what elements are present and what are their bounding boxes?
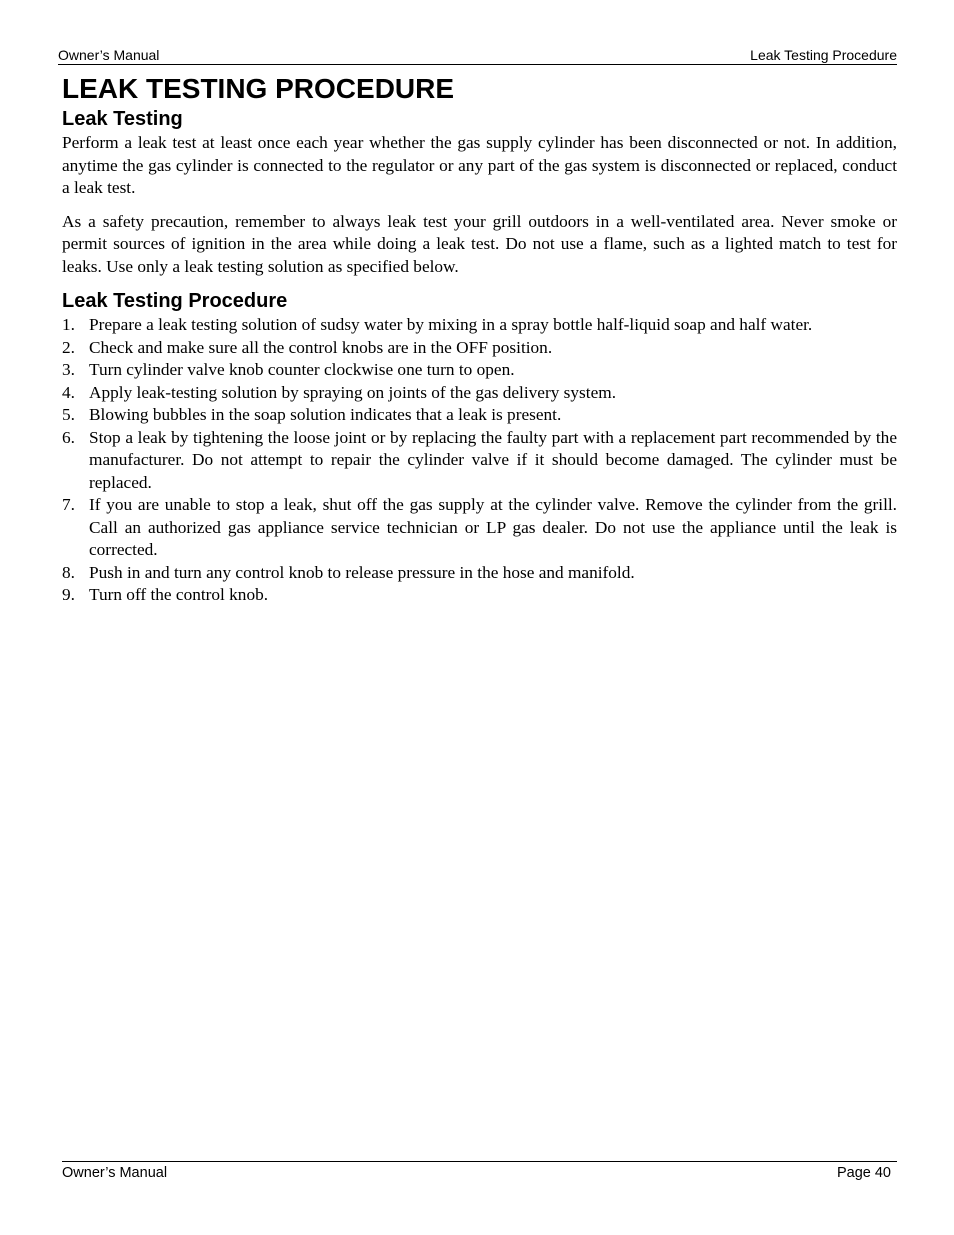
step-text: Prepare a leak testing solution of sudsy water by mixing in a spray bottle half-liquid soap and half water.	[89, 315, 813, 334]
procedure-steps-list	[62, 314, 897, 607]
step-number: 3.	[62, 360, 75, 379]
section-heading-leak-testing: Leak Testing	[62, 108, 183, 130]
step-number: 5.	[62, 405, 75, 424]
section-heading-procedure: Leak Testing Procedure	[62, 290, 288, 312]
header-manual-title: Owner’s Manual	[58, 47, 160, 63]
page-header	[58, 47, 897, 65]
step-text: Turn off the control knob.	[89, 585, 269, 604]
list-item	[62, 494, 897, 562]
step-text: Stop a leak by tightening the loose joint or by replacing the faulty part with a replacement part recommended by the manufacturer. Do not attempt to repair the cylinder valve if it should become damaged. The cylinder must be replaced.	[89, 427, 897, 492]
paragraph-safety-precaution: As a safety precaution, remember to always leak test your grill outdoors in a well-ventilated area. Never smoke or permit sources of ignition in the area while doing a leak test. Do not use a flame, such as a lighted match to test for leaks. Use only a leak testing solution as specified below.	[62, 211, 897, 276]
page-title: LEAK TESTING PROCEDURE	[62, 73, 455, 104]
step-text: Turn cylinder valve knob counter clockwise one turn to open.	[89, 360, 515, 379]
footer-manual-title: Owner’s Manual	[62, 1165, 168, 1181]
step-number: 6.	[62, 427, 75, 447]
step-number: 4.	[62, 382, 75, 402]
list-item	[62, 562, 897, 585]
list-item	[62, 314, 897, 337]
list-item	[62, 337, 897, 360]
step-number: 7.	[62, 495, 75, 514]
step-text: Blowing bubbles in the soap solution indicates that a leak is present.	[89, 405, 562, 424]
step-text: Push in and turn any control knob to release pressure in the hose and manifold.	[89, 562, 635, 582]
page-footer	[62, 1161, 897, 1181]
list-item	[62, 359, 897, 382]
header-section-title: Leak Testing Procedure	[750, 47, 897, 63]
list-item	[62, 584, 897, 607]
list-item	[62, 404, 897, 427]
list-item	[62, 427, 897, 495]
step-text: Apply leak-testing solution by spraying on joints of the gas delivery system.	[89, 382, 617, 402]
step-number: 9.	[62, 585, 75, 604]
paragraph-annual-test: Perform a leak test at least once each year whether the gas supply cylinder has been disconnected or not. In addition, anytime the gas cylinder is connected to the regulator or any part of the gas system is disconnected or replaced, conduct a leak test.	[62, 133, 897, 197]
page-content	[62, 72, 897, 607]
page-number: Page 40	[836, 1165, 891, 1181]
step-text: If you are unable to stop a leak, shut off the gas supply at the cylinder valve. Remove the cylinder from the grill. Call an authorized gas appliance service technician or LP gas dealer. Do not use the appliance until the leak is corrected.	[89, 495, 897, 559]
step-number: 1.	[62, 315, 75, 334]
step-number: 2.	[62, 337, 75, 357]
list-item	[62, 382, 897, 405]
step-number: 8.	[62, 562, 75, 582]
step-text: Check and make sure all the control knobs are in the OFF position.	[89, 337, 553, 357]
